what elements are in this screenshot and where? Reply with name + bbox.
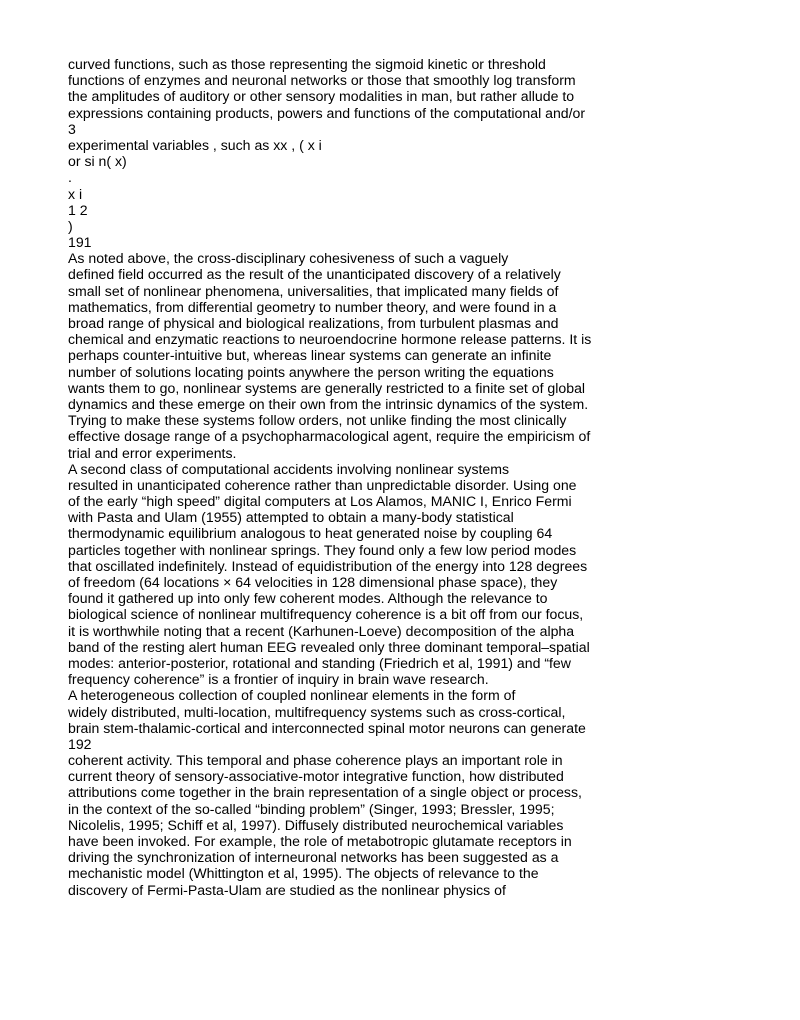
- text-line: perhaps counter-intuitive but, whereas linear systems can generate an infinite: [68, 347, 552, 364]
- text-line: frequency coherence” is a frontier of inquiry in brain wave research.: [68, 671, 489, 688]
- page-number: 191: [68, 234, 92, 251]
- formula-fragment: x i: [68, 185, 83, 202]
- text-line: A second class of computational accidents involving nonlinear systems: [68, 460, 510, 477]
- formula-fragment: 1 2: [68, 201, 88, 218]
- text-line: of the early “high speed” digital computers at Los Alamos, MANIC I, Enrico Fermi: [68, 493, 572, 510]
- text-line: Trying to make these systems follow orders, not unlike finding the most clinically: [68, 412, 567, 429]
- text-line: curved functions, such as those representing the sigmoid kinetic or threshold: [68, 56, 546, 72]
- text-line: found it gathered up into only few coherent modes. Although the relevance to: [68, 590, 548, 607]
- text-line: driving the synchronization of interneuronal networks has been suggested as a: [68, 849, 559, 866]
- text-line: current theory of sensory-associative-motor integrative function, how distributed: [68, 768, 564, 785]
- text-line: mathematics, from differential geometry to number theory, and were found in a: [68, 298, 557, 315]
- text-line: mechanistic model (Whittington et al, 1995). The objects of relevance to the: [68, 865, 539, 882]
- text-line: coherent activity. This temporal and phase coherence plays an important role in: [68, 752, 563, 769]
- text-line: chemical and enzymatic reactions to neuroendocrine hormone release patterns. It is: [68, 331, 592, 348]
- text-line: that oscillated indefinitely. Instead of equidistribution of the energy into 128 degrees: [68, 557, 588, 574]
- formula-fragment: or si n( x): [68, 153, 127, 170]
- text-line: discovery of Fermi-Pasta-Ulam are studied as the nonlinear physics of: [68, 881, 506, 898]
- text-line: modes: anterior-posterior, rotational and standing (Friedrich et al, 1991) and “few: [68, 654, 571, 671]
- text-line: As noted above, the cross-disciplinary cohesiveness of such a vaguely: [68, 250, 509, 267]
- text-line: have been invoked. For example, the role of metabotropic glutamate receptors in: [68, 833, 572, 849]
- text-line: Nicolelis, 1995; Schiff et al, 1997). Diffusely distributed neurochemical variables: [68, 816, 564, 833]
- formula-fragment: .: [68, 169, 72, 186]
- text-line: small set of nonlinear phenomena, universalities, that implicated many fields of: [68, 282, 559, 299]
- text-line: widely distributed, multi-location, multifrequency systems such as cross-cortical,: [68, 703, 566, 720]
- page-number: 192: [68, 735, 92, 752]
- text-line: biological science of nonlinear multifrequency coherence is a bit off from our focus,: [68, 606, 584, 623]
- text-line: the amplitudes of auditory or other sensory modalities in man, but rather allude to: [68, 88, 575, 105]
- text-line: dynamics and these emerge on their own from the intrinsic dynamics of the system.: [68, 395, 589, 412]
- text-line: wants them to go, nonlinear systems are generally restricted to a finite set of global: [68, 379, 586, 396]
- document-page: [68, 56, 768, 898]
- text-line: particles together with nonlinear springs. They found only a few low period modes: [68, 541, 577, 558]
- text-line: defined field occurred as the result of the unanticipated discovery of a relatively: [68, 266, 561, 283]
- text-line: number of solutions locating points anywhere the person writing the equations: [68, 363, 554, 380]
- text-line: experimental variables , such as xx , ( x i: [68, 136, 322, 153]
- formula-fragment: 3: [68, 120, 76, 137]
- text-line: in the context of the so-called “binding problem” (Singer, 1993; Bressler, 1995;: [68, 800, 555, 817]
- text-line: effective dosage range of a psychopharmacological agent, require the empiricism of: [68, 428, 591, 445]
- formula-fragment: ): [68, 217, 73, 234]
- text-line: with Pasta and Ulam (1955) attempted to obtain a many-body statistical: [68, 509, 514, 526]
- text-line: functions of enzymes and neuronal networks or those that smoothly log transform: [68, 72, 576, 89]
- text-line: trial and error experiments.: [68, 444, 237, 461]
- text-line: resulted in unanticipated coherence rather than unpredictable disorder. Using one: [68, 476, 577, 493]
- text-line: brain stem-thalamic-cortical and interconnected spinal motor neurons can generate: [68, 719, 586, 736]
- text-line: thermodynamic equilibrium analogous to heat generated noise by coupling 64: [68, 525, 553, 542]
- text-line: of freedom (64 locations × 64 velocities in 128 dimensional phase space), they: [68, 574, 558, 590]
- text-line: it is worthwhile noting that a recent (Karhunen-Loeve) decomposition of the alpha: [68, 622, 575, 639]
- text-line: A heterogeneous collection of coupled nonlinear elements in the form of: [68, 687, 516, 704]
- text-line: band of the resting alert human EEG revealed only three dominant temporal–spatial: [68, 638, 590, 655]
- text-line: attributions come together in the brain representation of a single object or process,: [68, 784, 582, 801]
- text-line: expressions containing products, powers and functions of the computational and/or: [68, 104, 586, 121]
- text-line: broad range of physical and biological realizations, from turbulent plasmas and: [68, 315, 559, 331]
